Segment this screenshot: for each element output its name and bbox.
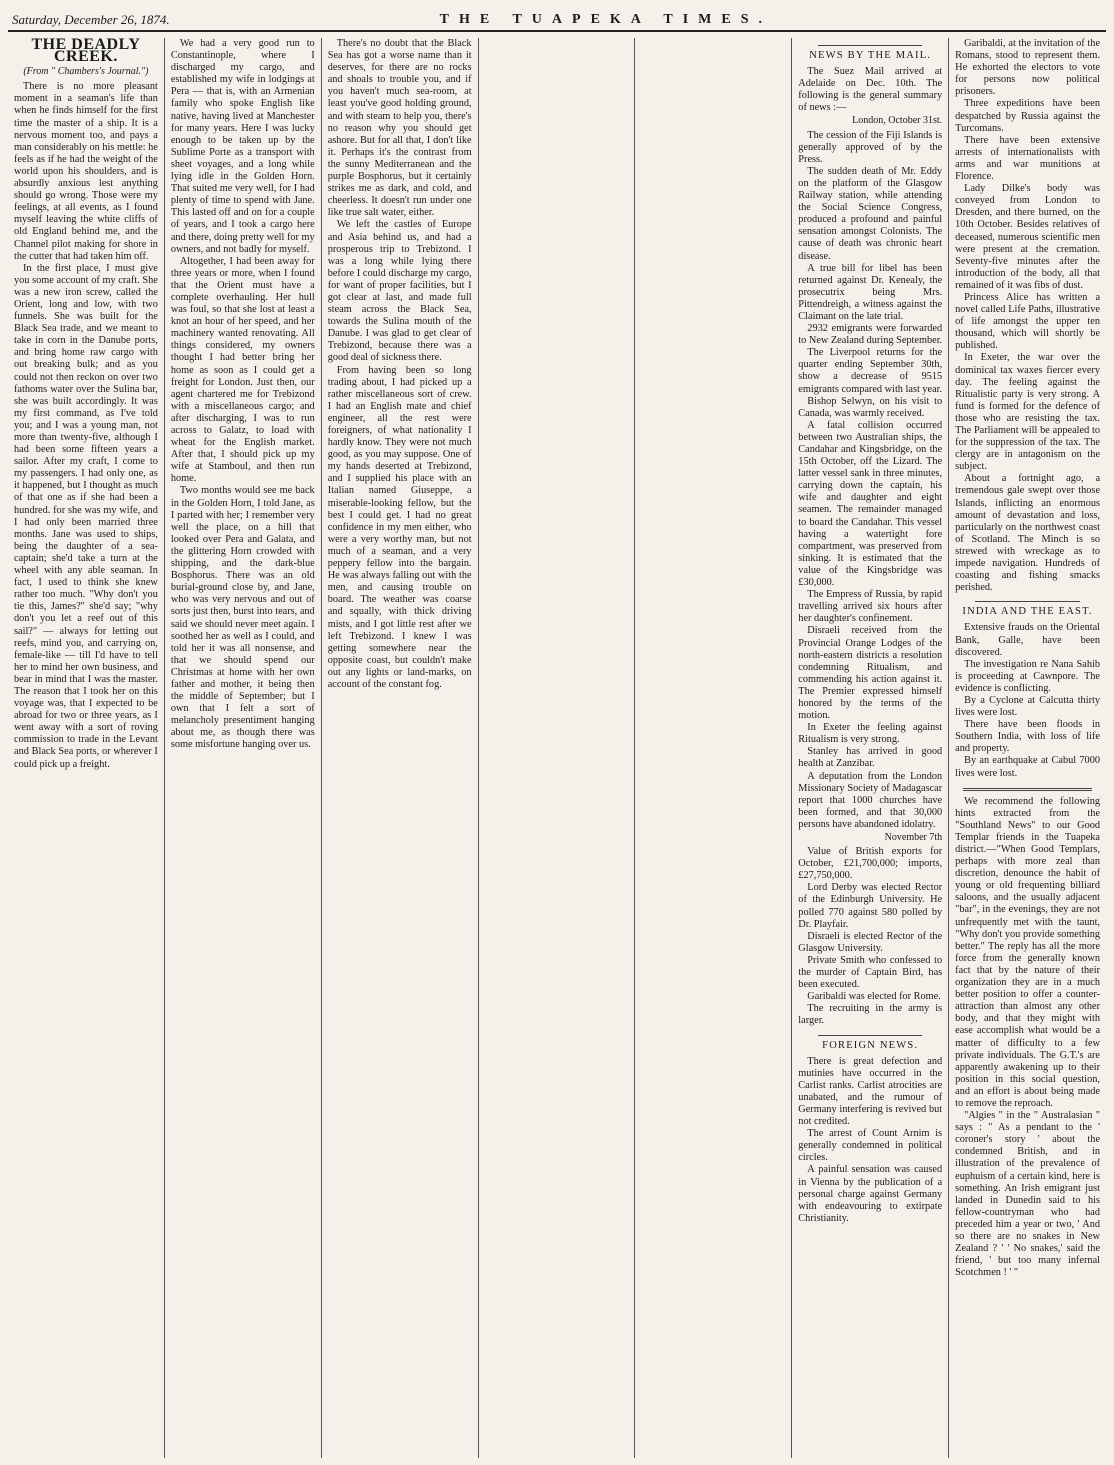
foreign-paragraph: Three expeditions have been despatched by Russia against the Turcomans.	[955, 98, 1101, 134]
news-paragraph: Private Smith who confessed to the murder of Captain Bird, has been executed.	[798, 954, 943, 991]
column-7	[949, 38, 1106, 1458]
news-paragraph: Garibaldi was elected for Rome.	[807, 991, 941, 1003]
column-6	[792, 38, 949, 1458]
columns	[8, 38, 1106, 1458]
india-paragraph: The investigation re Nana Sahib is proceeding at Cawnpore. The evidence is conflicting.	[955, 658, 1101, 694]
closing-paragraph: We recommend the following hints extracted from the "Southland News" to our Good Templar friends in the Tuapeka district.—"When Good Templars, perhaps with more zeal than discretion, denounce the habit of young or old frequenting billiard saloons, and the usually adjacent "bar", in the evenings, they are not unfrequently met with the taunt, "Why don't you provide something better." The reply has all the more force from the generally known fact that by the nature of their organization they are in a much better position to offer a counter-attraction than almost any other body, and that they might with ease accomplish what would be a matter of difficulty to a few private individuals. The G.T.'s are apparently awakening up to their position in this social question, and an effort is about being made to remove the reproach.	[955, 795, 1101, 1109]
news-paragraph: The recruiting in the army is larger.	[798, 1003, 943, 1027]
news-intro: The Suez Mail arrived at Adelaide on Dec. 10th. The following is the general summary of news :—	[798, 66, 943, 114]
column-2	[165, 38, 322, 1458]
article-source: (From " Chambers's Journal.")	[23, 66, 149, 78]
article-paragraph: We had a very good run to Constantinople, where I discharged my cargo, and established my wife in lodgings at Pera — that is, with an Armenian family who spoke English like native, having lived at Manchester for many years. Here I was lucky enough to be taken up by the Sublime Porte as a transport with sheet voyages, and a long while lying idle in the Golden Horn. That suited me very well, for I had plenty of time to spend with Jane. This lasted off and on for a couple of years, and I took a cargo here and there, doing pretty well for my owners, and not badly for myself.	[170, 38, 315, 255]
article-paragraph: There is no more pleasant moment in a seaman's life than when he finds himself for the first time the master of a ship. It is a nervous moment too, and pays a man considerably on his mettle: he feels as if he had the weight of the world upon his shoulders, and is absurdly anxious lest anything should go wrong. Those were my feelings, at all events, as I found myself leaving the white cliffs of old England behind me, and the Channel pilot making for shore in the cutter that had taken him off.	[14, 81, 158, 262]
foreign-paragraph: Princess Alice has written a novel called Life Paths, illustrative of life amongst the upper ten thousand, which will shortly be published.	[955, 291, 1101, 352]
news-paragraph: In Exeter the feeling against Ritualism is very strong.	[798, 722, 943, 746]
news-paragraph: A deputation from the London Missionary Society of Madagascar report that 1000 churches have been formed, and that 30,000 persons have abandoned idolatry.	[798, 770, 943, 830]
column-rule	[818, 45, 922, 46]
column-rule	[963, 788, 1092, 791]
foreign-paragraph: A painful sensation was caused in Vienna by the publication of a personal charge against Germany with endeavouring to extirpate Christianity.	[798, 1164, 943, 1224]
masthead	[8, 6, 1106, 32]
column-5	[635, 38, 792, 1458]
paper-name: THE TUAPEKA TIMES.	[439, 12, 773, 27]
india-paragraph: By a Cyclone at Calcutta thirty lives were lost.	[955, 694, 1101, 719]
india-paragraph: Extensive frauds on the Oriental Bank, Galle, have been discovered.	[955, 622, 1101, 658]
news-paragraph: The cession of the Fiji Islands is generally approved of by the Press.	[798, 129, 943, 165]
closing-paragraph: "Algies " in the " Australasian " says : " As a pendant to the ' coroner's story ' about the condemned British, and in illustration of the prevalence of euphuism of a certain kind, here is something. An Irish emigrant just landed in Dunedin said to his fellow-countryman who had preceded him a year or two, ' And so there are no snakes in New Zealand ? ' ' No snakes,' said the friend, ' but too many infernal Scotchmen ! ' "	[955, 1110, 1101, 1279]
column-4	[479, 38, 636, 1458]
news-paragraph: Value of British exports for October, £21,700,000; imports, £27,750,000.	[798, 846, 943, 882]
foreign-paragraph: In Exeter, the war over the dominical tax waxes fiercer every day. The feeling against the Ritualistic party is very strong. A fund is formed for the defence of those who are resisting the tax. The Parliament will be appealed to for the suppression of the tax. The clergy are in antagonism on the subject.	[955, 352, 1101, 473]
news-paragraph: Lord Derby was elected Rector of the Edinburgh University. He polled 770 against 580 polled by Dr. Playfair.	[798, 882, 943, 930]
article-paragraph: There's no doubt that the Black Sea has got a worse name than it deserves, for there are no rocks and shoals to trouble you, and if you haven't much sea-room, at least you've good holding ground, and with steam to help you, there's no reason why you should get ashore. But for all that, I don't like it. Perhaps it's the contrast from the sunny Mediterranean and the purple Bosphorus, but it certainly strikes me as dark, and cold, and cheerless. It doesn't run under one like true salt water, either.	[327, 38, 472, 219]
news-title: NEWS BY THE MAIL.	[809, 50, 932, 61]
india-paragraph: By an earthquake at Cabul 7000 lives were lost.	[955, 755, 1101, 779]
foreign-paragraph: About a fortnight ago, a tremendous gale swept over those Islands, inflicting an enormous amount of devastation and loss, particularly on the northwest coast of Scotland. The Minch is so strewed with wreckage as to impede navigation. Hundreds of coasting and fishing smacks perished.	[955, 473, 1101, 594]
article-paragraph: We left the castles of Europe and Asia behind us, and had a prosperous trip to Trebizond. I was a long while lying there before I could discharge my cargo, for want of proper facilities, but I got clear at last, and made full steam across the Black Sea, towards the Sulina mouth of the Danube. I was glad to get clear of Trebizond, because there was a good deal of sickness there.	[327, 219, 472, 364]
news-paragraph: The Liverpool returns for the quarter ending September 30th, show a decrease of 9515 emigrants compared with last year.	[798, 347, 943, 395]
foreign-paragraph: There have been extensive arrests of internationalists with arms and war munitions at Florence.	[955, 134, 1101, 183]
news-paragraph: Disraeli is elected Rector of the Glasgow University.	[798, 930, 943, 954]
issue-date: Saturday, December 26, 1874.	[12, 12, 170, 27]
news-paragraph: A fatal collision occurred between two Australian ships, the Candahar and Kingsbridge, on the 15th October, off the Lizard. The latter vessel sank in three minutes, carrying down the captain, his wife and daughter and eight seamen. The remainder managed to board the Candahar. This vessel having a watertight fore compartment, was preserved from sinking. It is estimated that the value of the Kingsbridge was £30,000.	[798, 419, 943, 589]
article-paragraph: From having been so long trading about, I had picked up a rather miscellaneous sort of crew. I had an English mate and chief engineer, all the rest were foreigners, of what nationality I hardly know. They were not much good, as you may suppose. One of my hands deserted at Trebizond, and I supplied his place with an Italian named Giuseppe, a miserable-looking fellow, but the best I could get. I had no great confidence in my men either, who were a very worthy man, but not much of a seaman, and a very peppery fellow into the bargain. He was always falling out with the men, and causing trouble on board. The weather was coarse and squally, with thick driving mists, and I got little rest after we left Trebizond. I knew I was getting somewhere near the opposite coast, but couldn't make out any lights or land-marks, on account of the constant fog.	[327, 364, 472, 690]
column-rule	[818, 1035, 922, 1036]
article-paragraph: Two months would see me back in the Golden Horn, I told Jane, as I parted with her; I remember very well the place, on a hill that looked over Pera and Galata, and the glittering Horn crowded with shipping, and the dark-blue Bosphorus. There was an old burial-ground close by, and Jane, who was very nervous and out of sorts just then, burst into tears, and said we should never meet again. I soothed her as well as I could, and told her it was all nonsense, and that we should spend our Christmas at home with her own father and mother, it being then the middle of September; but I own that I felt a sort of melancholy presentiment hanging about me, as though there was some misfortune hanging over us.	[170, 485, 315, 751]
foreign-paragraph: Garibaldi, at the invitation of the Romans, stood to represent them. He exhorted the electors to vote for persons now political prisoners.	[955, 38, 1101, 98]
column-3	[322, 38, 479, 1458]
news-paragraph: The Empress of Russia, by rapid travelling arrived six hours after her daughter's confinement.	[798, 589, 943, 625]
news-paragraph: The sudden death of Mr. Eddy on the platform of the Glasgow Railway station, while attending the Social Science Congress, produced a profound and painful sensation amongst Colonists. The cause of death was chronic heart disease.	[798, 165, 943, 262]
foreign-news-title: FOREIGN NEWS.	[822, 1039, 919, 1051]
news-paragraph: A true bill for libel has been returned against Dr. Kenealy, the prosecutrix being Mrs. Pittendreigh, a witness against the Claimant on the late trial.	[798, 262, 943, 322]
foreign-paragraph: There is great defection and mutinies have occurred in the Carlist ranks. Carlist atrocities are unabated, and the rumour of Germany interfering is revived but not credited.	[798, 1055, 943, 1128]
news-dateline: November 7th	[884, 832, 943, 843]
india-paragraph: There have been floods in Southern India, with loss of life and property.	[955, 719, 1101, 755]
news-paragraph: Stanley has arrived in good health at Zanzibar.	[798, 746, 943, 770]
news-paragraph: 2932 emigrants were forwarded to New Zealand during September.	[798, 323, 943, 347]
column-rule	[975, 601, 1080, 602]
article-title: THE DEADLY CREEK.	[31, 38, 141, 66]
india-title: INDIA AND THE EAST.	[962, 606, 1093, 618]
column-1	[8, 38, 165, 1458]
news-paragraph: Bishop Selwyn, on his visit to Canada, was warmly received.	[798, 395, 943, 419]
foreign-paragraph: Lady Dilke's body was conveyed from London to Dresden, and there burned, on the 10th October. Besides relatives of deceased, numerous scientific men were present at the cremation. Seventy-five minutes after the introduction of the body, all that remained of it was fibs of dust.	[955, 183, 1101, 291]
foreign-paragraph: The arrest of Count Arnim is generally condemned in political circles.	[798, 1128, 943, 1164]
news-dateline: London, October 31st.	[852, 115, 943, 127]
article-paragraph: Altogether, I had been away for three years or more, when I found that the Orient must have a complete overhauling. Her hull was foul, so that she lost at least a knot an hour of her speed, and her machinery wanted renovating. All things considered, my owners thought I had better bring her home as soon as I could get a freight for London. Just then, our agent chartered me for Trebizond with a miscellaneous cargo; and after discharging, I was to run across to Galatz, to load with wheat for the English market. After that, I should pick up my wife at Stamboul, and then run home.	[170, 255, 315, 485]
news-paragraph: Disraeli received from the Provincial Orange Lodges of the north-eastern districts a resolution condemning Ritualism, and commending his action against it. The Premier expressed himself honored by the terms of the motion.	[798, 625, 943, 722]
article-paragraph: In the first place, I must give you some account of my craft. She was a new iron screw, called the Orient, long and low, with two funnels. She was built for the Black Sea trade, and we meant to take in corn in the Danube ports, and bring home raw cargo with out breaking bulk; and as you could not then reckon on over two fathoms water over the Sulina bar, she was built accordingly. It was my first command, as I've told you; and I was a young man, not more than twenty-five, although I had been some fifteen years a sailor. After my craft, I come to my passengers. I had only one, as it happened, but I thought as much of that one as if she had been a hundred. for she was my wife, and I had only been married three months. Jane was used to ships, being the daughter of a sea-captain; she'd take a turn at the wheel with any able seaman. In fact, I used to think she knew rather too much. "Why don't you tie this, James?" she'd say; "why don't you let a reef out of this sail?" — always for letting out reefs, mind you, and carrying on, female-like — till I'd have to tell her to mind her own business, and bear in mind that I was the master. The reason that I took her on this voyage was, that I expected to be abroad for two or three years, as I went away with a sort of roving commission to trade in the Levant and Black Sea ports, or wherever I could pick up a freight.	[14, 262, 158, 770]
